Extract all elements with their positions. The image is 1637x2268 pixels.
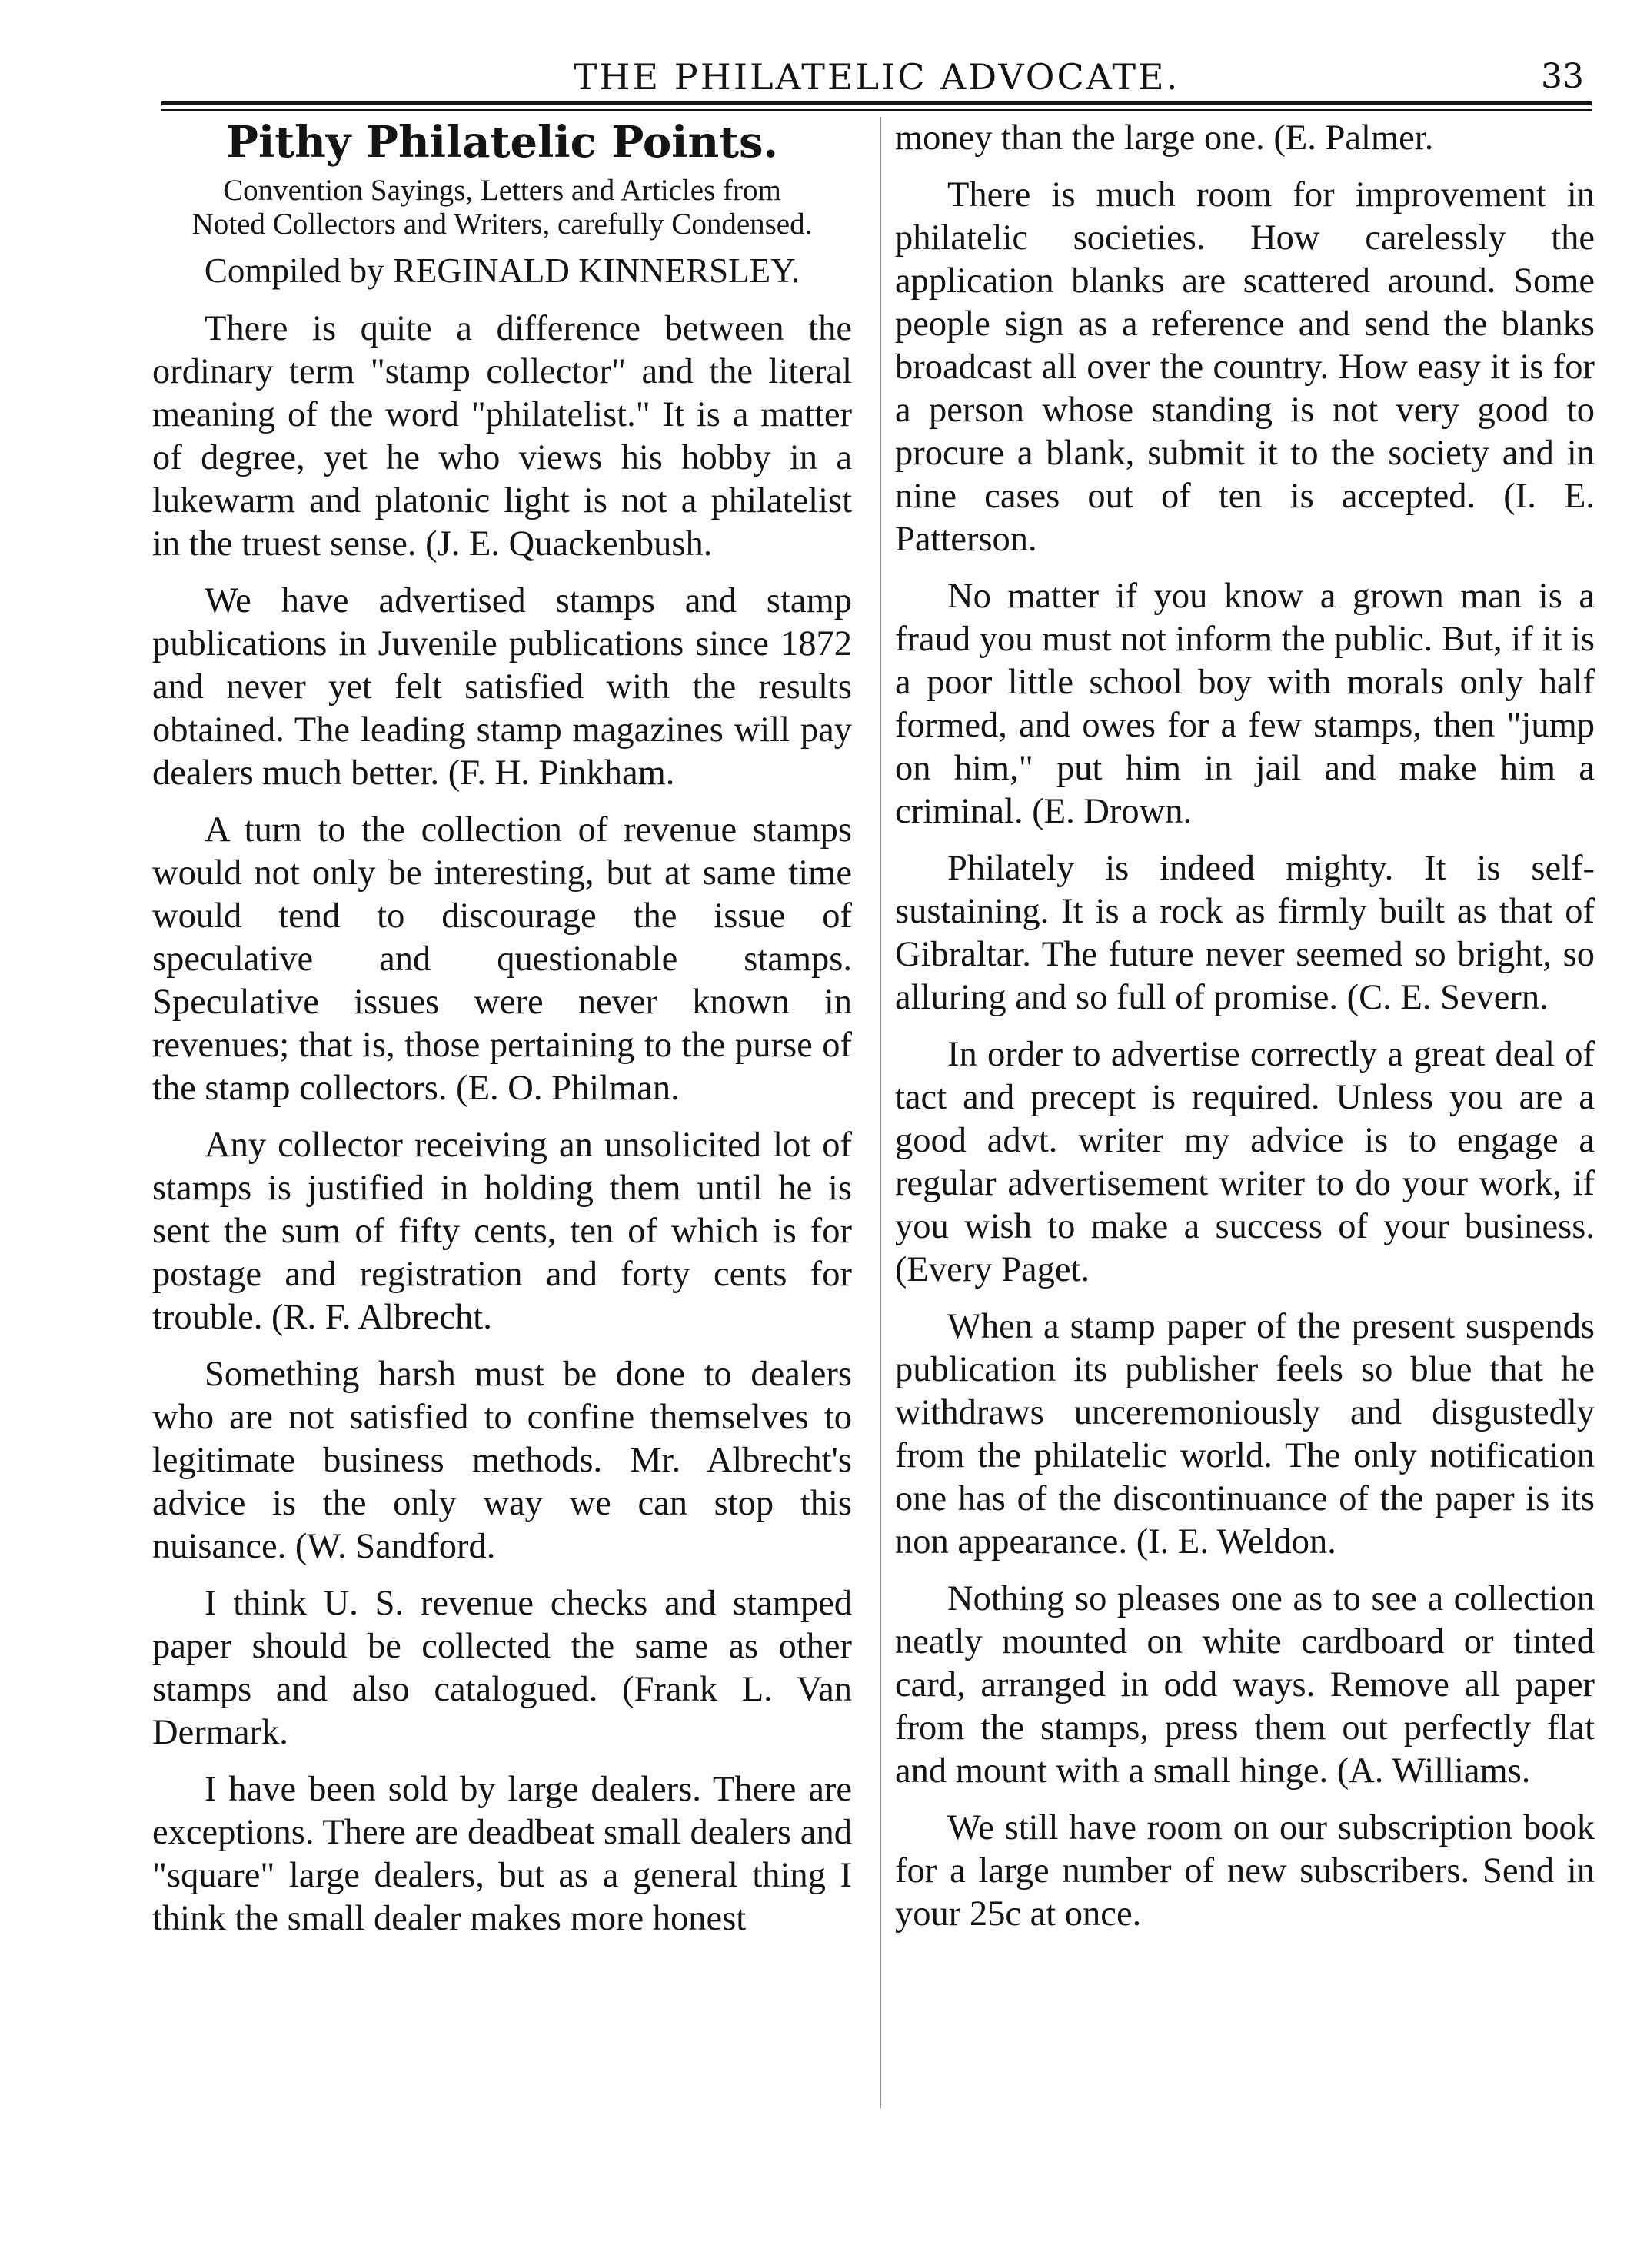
paragraph: Something harsh must be done to dealers who are not satisfied to confine themselves to legitimate business methods. Mr. Albrecht's advice is the only way we can stop this nuisance. (W. Sandford. [152, 1355, 852, 1566]
paragraph: We have advertised stamps and stamp publications in Juvenile publications since 1872 and never yet felt satisfied with the results obtained. The leading stamp magazines will pay dealers much better. (F. H. Pinkham. [152, 581, 852, 793]
paragraph: When a stamp paper of the present suspends publication its publisher feels so blue that he withdraws unceremoniously and disgustedly from the philatelic world. The only notification one has of the discontinuance of the paper is its non appearance. (I. E. Weldon. [895, 1307, 1595, 1561]
paragraph: There is much room for improvement in philatelic societies. How carelessly the application blanks are scattered around. Some people sign as a reference and send the blanks broadcast all over the country. How easy it is for a person whose standing is not very good to procure a blank, submit it to the society and in nine cases out of ten is accepted. (I. E. Patterson. [895, 175, 1595, 559]
paragraph: Any collector receiving an unsolicited lot of stamps is justified in holding them until he is sent the sum of fifty cents, ten of which is for postage and registration and forty cents for trouble. (R. F. Albrecht. [152, 1126, 852, 1337]
section-title: Pithy Philatelic Points. [225, 117, 779, 168]
page-number: 33 [1541, 57, 1584, 96]
paragraph: In order to advertise correctly a great deal of tact and precept is required. Unless you are a good advt. writer my advice is to engage a regular advertisement writer to do your work, if you wish to make a success of your business. (Every Paget. [895, 1035, 1595, 1289]
paragraph: We still have room on our subscription book for a large number of new subscribers. Send in your 25c at once. [895, 1808, 1595, 1934]
paragraph: I think U. S. revenue checks and stamped paper should be collected the same as other stamps and also catalogued. (Frank L. Van Dermark. [152, 1584, 852, 1752]
paragraph: Philately is indeed mighty. It is self-sustaining. It is a rock as firmly built as that of Gibraltar. The future never seemed so bright, so alluring and so full of promise. (C. E. Severn. [895, 849, 1595, 1017]
paragraph: Nothing so pleases one as to see a collection neatly mounted on white cardboard or tinted card, arranged in odd ways. Remove all paper from the stamps, press them out perfectly flat and mount with a small hinge. (A. Williams. [895, 1579, 1595, 1791]
running-title: THE PHILATELIC ADVOCATE. [573, 56, 1180, 98]
paragraph: money than the large one. (E. Palmer. [895, 118, 1434, 158]
column-divider [880, 117, 881, 2108]
paragraph: I have been sold by large dealers. There are exceptions. There are deadbeat small dealers and "square" large dealers, but as a general thing I think the small dealer makes more honest [152, 1770, 852, 1938]
right-column [895, 117, 1595, 1950]
left-column [152, 117, 852, 1954]
paragraph: A turn to the collection of revenue stamps would not only be interesting, but at same time would tend to discourage the issue of speculative and questionable stamps. Speculative issues were never known in revenues; that is, those pertaining to the purse of the stamp collectors. (E. O. Philman. [152, 810, 852, 1108]
paragraph: No matter if you know a grown man is a fraud you must not inform the public. But, if it is a poor little school boy with morals only half formed, and owes for a few stamps, then "jump on him," put him in jail and make him a criminal. (E. Drown. [895, 577, 1595, 831]
header-rule-thin [161, 109, 1592, 111]
compiler-credit: Compiled by REGINALD KINNERSLEY. [204, 251, 800, 290]
header-rule-thick [161, 101, 1592, 105]
paragraph: There is quite a difference between the ordinary term "stamp collector" and the literal meaning of the word "philatelist." It is a matter of degree, yet he who views his hobby in a lukewarm and platonic light is not a philatelist in the truest sense. (J. E. Quackenbush. [152, 309, 852, 564]
section-subtitle: Convention Sayings, Letters and Articles from Noted Collectors and Writers, carefully Condensed. [191, 174, 813, 241]
page-header [161, 55, 1592, 98]
